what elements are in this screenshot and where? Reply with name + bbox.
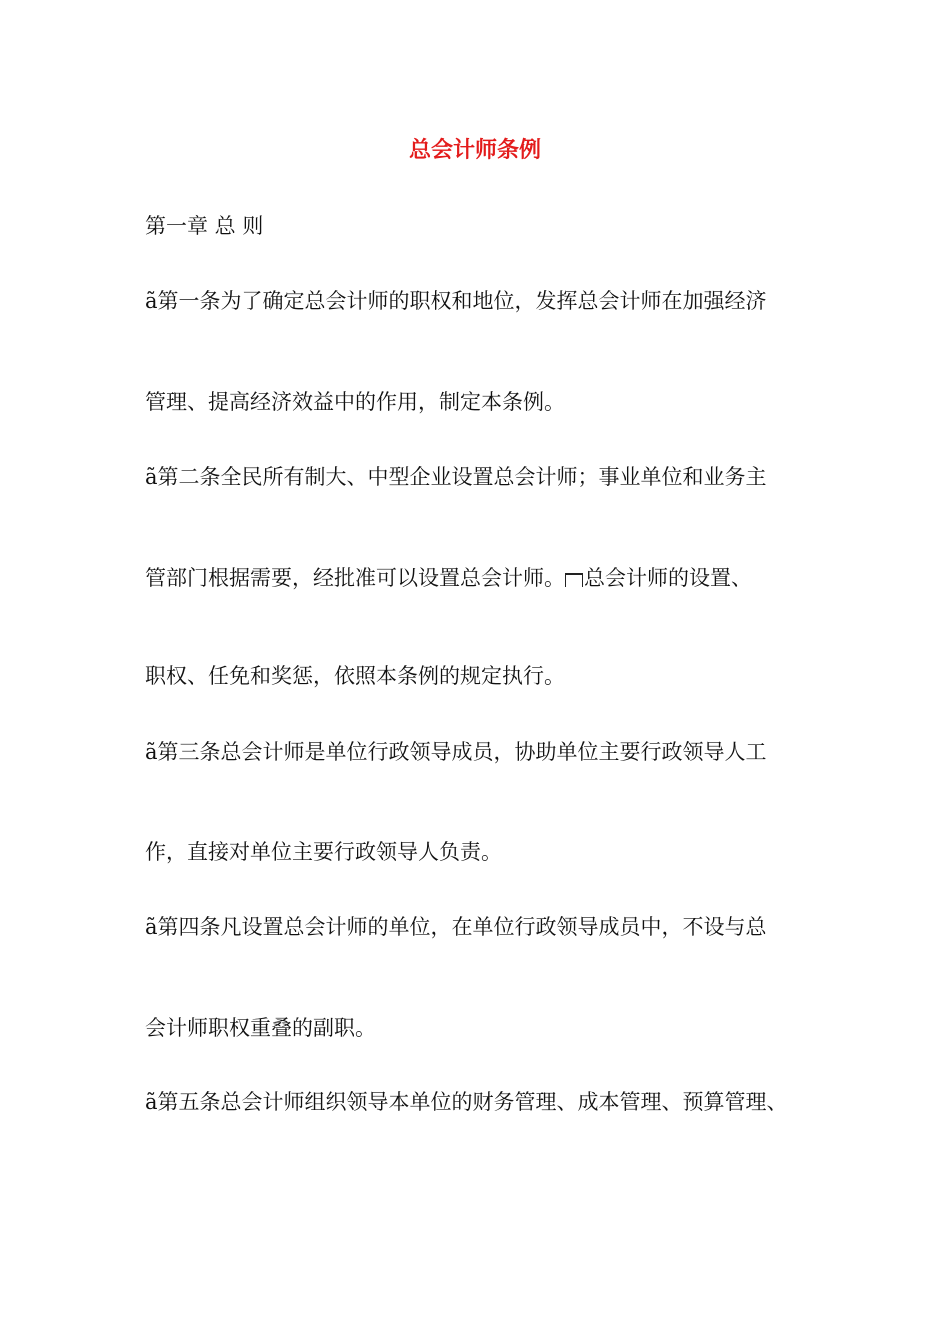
article-1-line-2: 管理、提高经济效益中的作用，制定本条例。	[145, 390, 565, 414]
article-2-line-2-tail: 总会计师的设置、	[584, 566, 752, 590]
article-1-line-1: ã第一条为了确定总会计师的职权和地位，发挥总会计师在加强经济	[145, 289, 767, 313]
article-2-line-2-text: 管部门根据需要，经批准可以设置总会计师。	[145, 566, 565, 590]
article-2-line-1: ã第二条全民所有制大、中型企业设置总会计师；事业单位和业务主	[145, 465, 767, 489]
document-title: 总会计师条例	[408, 138, 541, 163]
article-2-line-2	[145, 564, 752, 592]
chapter-heading: 第一章 总 则	[145, 214, 264, 238]
article-4-line-2: 会计师职权重叠的副职。	[145, 1016, 376, 1040]
article-3-line-1: ã第三条总会计师是单位行政领导成员，协助单位主要行政领导人工	[145, 740, 767, 764]
paragraph-break-mark	[565, 573, 583, 587]
article-5-line-1: ã第五条总会计师组织领导本单位的财务管理、成本管理、预算管理、	[145, 1090, 788, 1114]
article-2-line-3: 职权、任免和奖惩，依照本条例的规定执行。	[145, 664, 565, 688]
article-4-line-1: ã第四条凡设置总会计师的单位，在单位行政领导成员中，不设与总	[145, 915, 767, 939]
article-3-line-2: 作，直接对单位主要行政领导人负责。	[145, 840, 502, 864]
